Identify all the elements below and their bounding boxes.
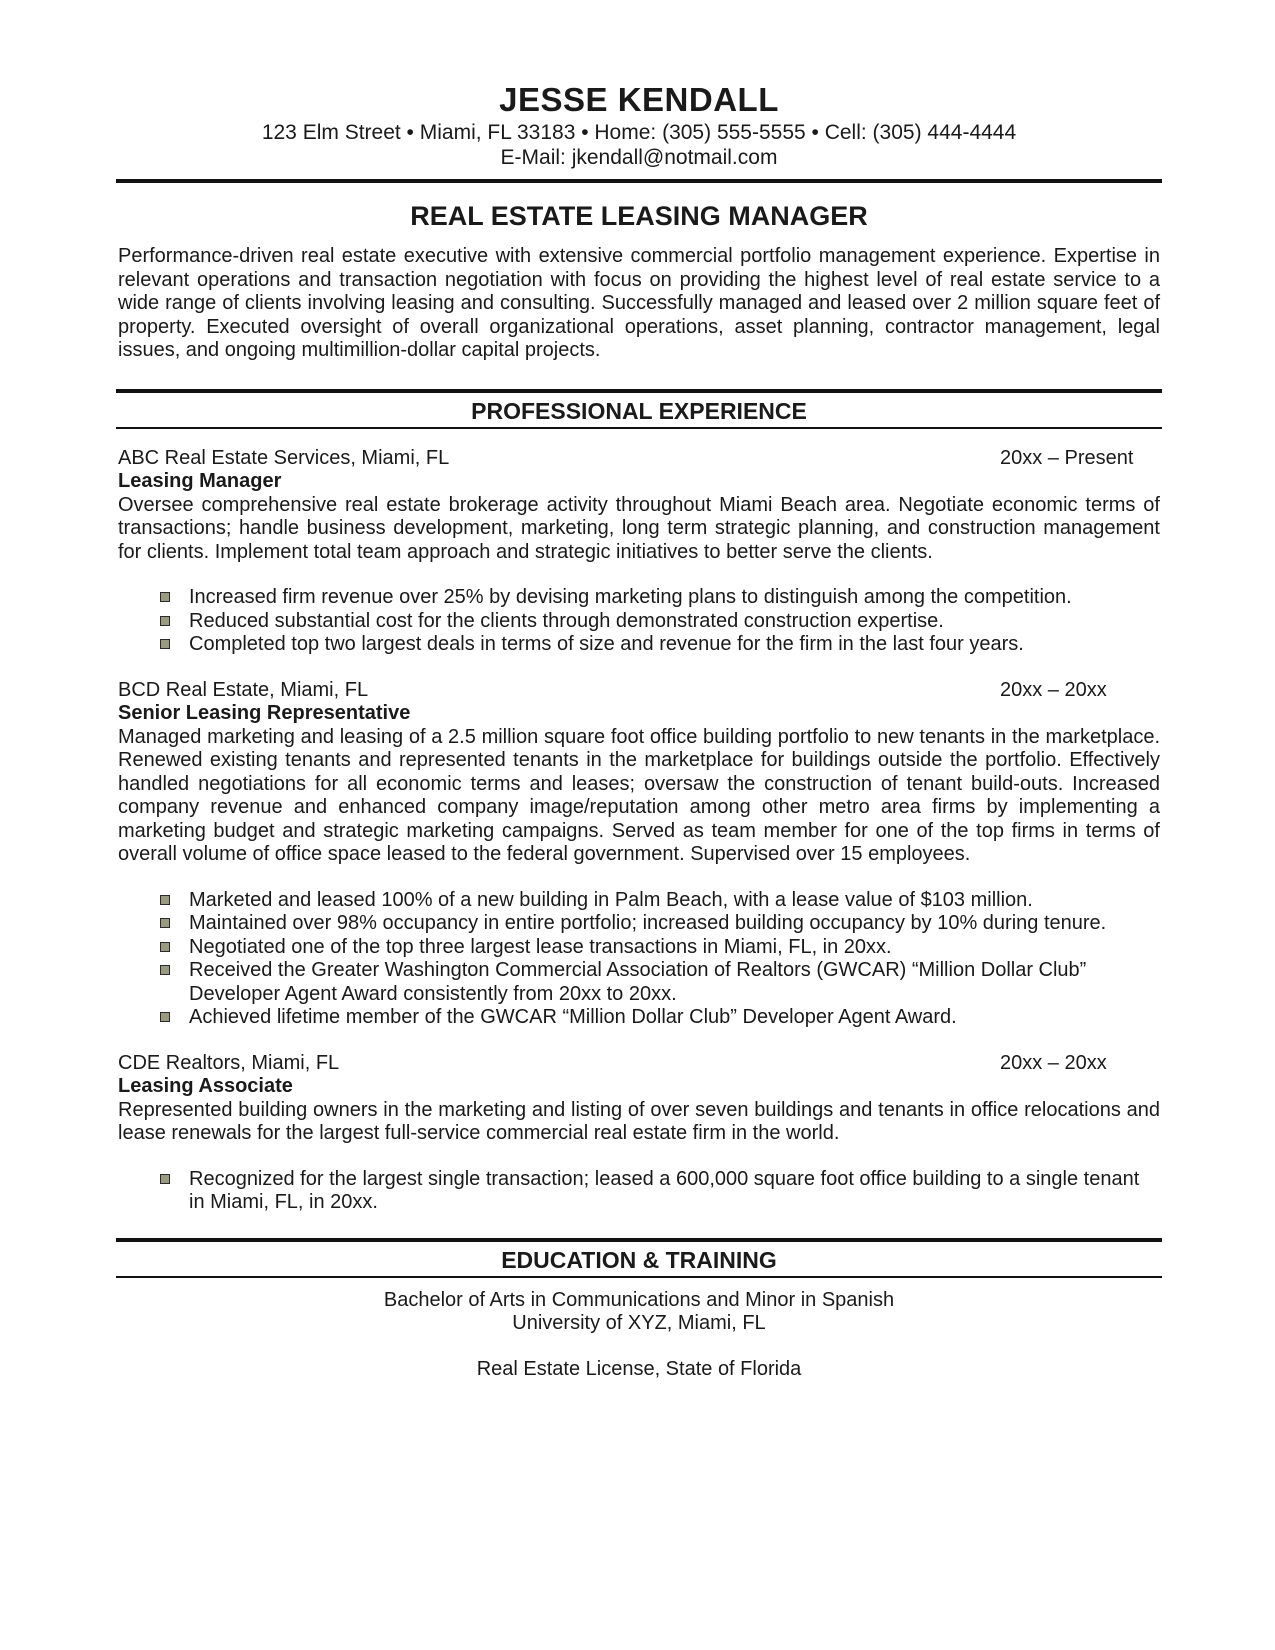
square-bullet-icon <box>160 616 170 626</box>
list-item: Marketed and leased 100% of a new building in Palm Beach, with a lease value of $103 million. <box>160 889 1160 913</box>
square-bullet-icon <box>160 895 170 905</box>
education-degree: Bachelor of Arts in Communications and Minor in Spanish <box>383 1288 895 1311</box>
job-entry <box>118 447 1160 657</box>
achievement-list <box>118 586 1160 657</box>
header-divider <box>116 179 1162 183</box>
job-description: Represented building owners in the marketing and listing of over seven buildings and tenants in office relocations and lease renewals for the largest full-service commercial real estate firm in the world. <box>118 1098 1160 1144</box>
job-dates: 20xx – 20xx <box>1000 678 1107 701</box>
experience-bottom-divider <box>116 427 1162 429</box>
list-item: Negotiated one of the top three largest lease transactions in Miami, FL, in 20xx. <box>160 936 1160 960</box>
contact-email-line: E-Mail: jkendall@notmail.com <box>500 146 778 169</box>
license: Real Estate License, State of Florida <box>476 1357 802 1380</box>
list-item: Achieved lifetime member of the GWCAR “Million Dollar Club” Developer Agent Award. <box>160 1006 1160 1030</box>
square-bullet-icon <box>160 592 170 602</box>
education-top-divider <box>116 1238 1162 1242</box>
job-employer: ABC Real Estate Services, Miami, FL <box>118 446 450 469</box>
experience-top-divider <box>116 389 1162 393</box>
achievement-list <box>118 889 1160 1030</box>
job-role: Senior Leasing Representative <box>118 702 411 724</box>
job-dates: 20xx – Present <box>1000 446 1134 469</box>
professional-summary: Performance-driven real estate executive with extensive commercial portfolio management experience. Expertise in relevant operations and transaction negotiation with focus on providing the highest level of real estate service to a wide range of clients involving leasing and consulting. Successfully managed and leased over 2 million square feet of property. Executed oversight of overall organizational operations, asset planning, contractor management, legal issues, and ongoing multimillion-dollar capital projects. <box>118 245 1160 361</box>
resume-title: REAL ESTATE LEASING MANAGER <box>410 201 868 231</box>
education-bottom-divider <box>116 1276 1162 1278</box>
achievement-list <box>118 1168 1160 1215</box>
job-role: Leasing Manager <box>118 470 282 492</box>
job-entry <box>118 679 1160 1030</box>
job-role: Leasing Associate <box>118 1075 293 1097</box>
job-description: Oversee comprehensive real estate brokerage activity throughout Miami Beach area. Negotiate economic terms of transactions; handle business development, marketing, long term strategic planning, and construction management for clients. Implement total team approach and strategic initiatives to better serve the clients. <box>118 493 1160 563</box>
education-block <box>118 1289 1160 1382</box>
square-bullet-icon <box>160 1012 170 1022</box>
job-entry <box>118 1052 1160 1215</box>
square-bullet-icon <box>160 639 170 649</box>
list-item: Increased firm revenue over 25% by devising marketing plans to distinguish among the competition. <box>160 586 1160 610</box>
job-header <box>118 447 1160 471</box>
job-description: Managed marketing and leasing of a 2.5 million square foot office building portfolio to new tenants in the marketplace. Renewed existing tenants and represented tenants in the marketplace for buildings outside the portfolio. Effectively handled negotiations for all economic terms and leases; oversaw the construction of tenant build-outs. Increased company revenue and enhanced company image/reputation among other metro area firms by implementing a marketing budget and strategic marketing campaigns. Served as team member for one of the top firms in terms of overall volume of office space leased to the federal government. Supervised over 15 employees. <box>118 725 1160 865</box>
job-header <box>118 679 1160 703</box>
candidate-name: JESSE KENDALL <box>499 81 779 118</box>
list-item: Reduced substantial cost for the clients through demonstrated construction expertise. <box>160 610 1160 634</box>
education-school: University of XYZ, Miami, FL <box>512 1312 766 1334</box>
list-item: Recognized for the largest single transaction; leased a 600,000 square foot office building to a single tenant in Miami, FL, in 20xx. <box>160 1168 1160 1215</box>
experience-heading: PROFESSIONAL EXPERIENCE <box>471 397 807 424</box>
resume-page <box>118 80 1160 1381</box>
square-bullet-icon <box>160 1174 170 1184</box>
job-dates: 20xx – 20xx <box>1000 1051 1107 1074</box>
contact-address-line: 123 Elm Street • Miami, FL 33183 • Home: (305) 555-5555 • Cell: (305) 444-4444 <box>261 121 1017 144</box>
job-employer: CDE Realtors, Miami, FL <box>118 1051 340 1074</box>
list-item: Completed top two largest deals in terms of size and revenue for the firm in the last four years. <box>160 633 1160 657</box>
list-item: Maintained over 98% occupancy in entire portfolio; increased building occupancy by 10% during tenure. <box>160 912 1160 936</box>
education-heading: EDUCATION & TRAINING <box>501 1246 777 1273</box>
job-employer: BCD Real Estate, Miami, FL <box>118 678 369 701</box>
square-bullet-icon <box>160 942 170 952</box>
square-bullet-icon <box>160 965 170 975</box>
job-header <box>118 1052 1160 1076</box>
list-item: Received the Greater Washington Commercial Association of Realtors (GWCAR) “Million Dollar Club” Developer Agent Award consistently from 20xx to 20xx. <box>160 959 1160 1006</box>
square-bullet-icon <box>160 918 170 928</box>
